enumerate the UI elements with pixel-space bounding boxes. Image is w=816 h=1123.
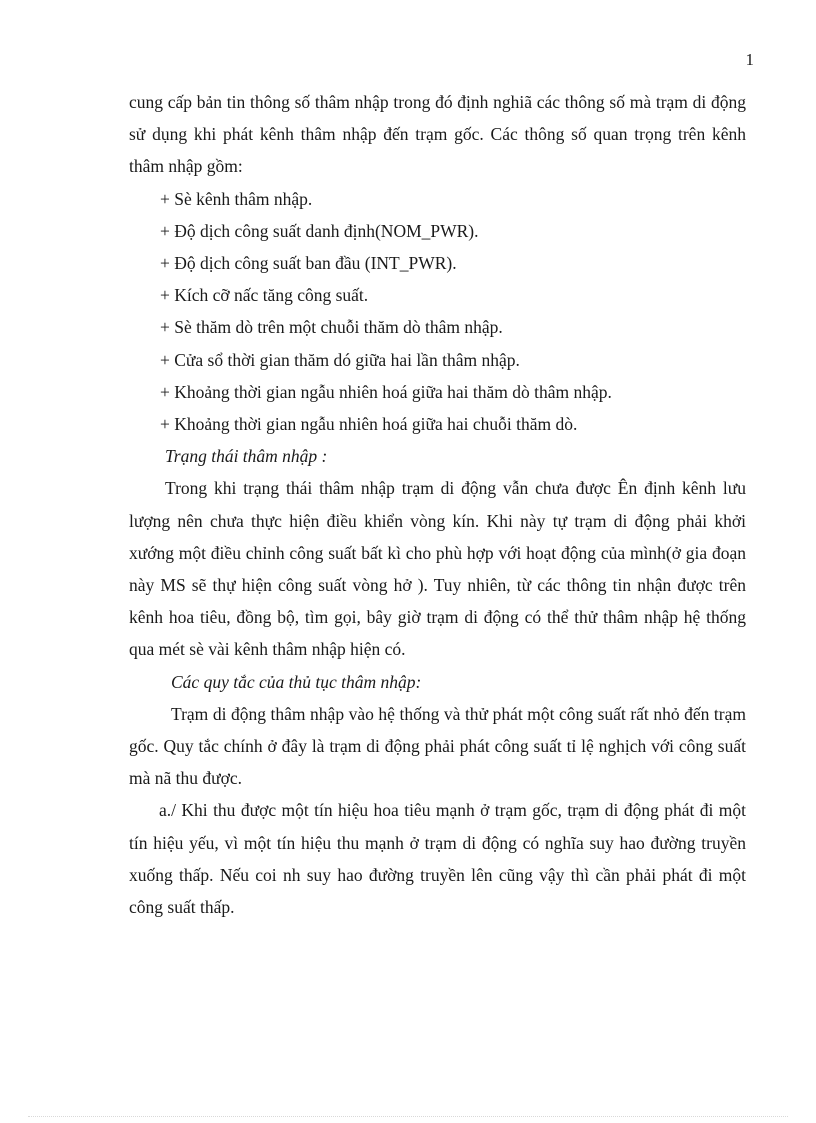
list-item: + Sè thăm dò trên một chuỗi thăm dò thâm nhập.	[160, 317, 503, 338]
list-item: + Độ dịch công suất danh định(NOM_PWR).	[160, 220, 479, 241]
list-item: + Khoảng thời gian ngẫu nhiên hoá giữa hai thăm dò thâm nhập.	[160, 381, 612, 402]
list-item: + Cửa sổ thời gian thăm dó giữa hai lần thâm nhập.	[160, 349, 520, 370]
parameter-list	[129, 183, 746, 441]
section-heading-access-state: Trạng thái thâm nhập :	[165, 446, 328, 467]
page-number: 1	[745, 50, 754, 69]
intro-paragraph: cung cấp bản tin thông số thâm nhập trong đó định nghiã các thông số mà trạm di động sử dụng khi phát kênh thâm nhập đến trạm gốc. Các thông số quan trọng trên kênh thâm nhập gồm:	[129, 92, 746, 177]
list-item: + Khoảng thời gian ngẫu nhiên hoá giữa hai chuỗi thăm dò.	[160, 414, 578, 435]
paragraph-access-rules: Trạm di động thâm nhập vào hệ thống và thử phát một công suất rất nhỏ đến trạm gốc. Quy tắc chính ở đây là trạm di động phải phát công suất tỉ lệ nghịch với công suất mà nã thu được.	[129, 703, 746, 789]
list-item: + Kích cỡ nấc tăng công suất.	[160, 285, 369, 306]
document-body	[129, 86, 746, 923]
list-item: + Sè kênh thâm nhập.	[160, 188, 313, 209]
section-heading-access-rules: Các quy tắc của thủ tục thâm nhập:	[171, 671, 422, 692]
paragraph-rule-a: a./ Khi thu được một tín hiệu hoa tiêu mạnh ở trạm gốc, trạm di động phát đi một tín hiệu yếu, vì một tín hiệu thu mạnh ở trạm di động có nghĩa suy hao đường truyền xuống thấp. Nếu coi nh suy hao đường truyền lên cũng vậy thì cần phải phát đi một công suất thấp.	[129, 800, 746, 918]
paragraph-access-state: Trong khi trạng thái thâm nhập trạm di động vẫn chưa được Ên định kênh lưu lượng nên chưa thực hiện điều khiển vòng kín. Khi này tự trạm di động phải khởi xướng một điều chỉnh công suất bất kì cho phù hợp với hoạt động của mình(ở gia đoạn này MS sẽ thự hiện công suất vòng hở ). Tuy nhiên, từ các thông tin nhận được trên kênh hoa tiêu, đồng bộ, tìm gọi, bây giờ trạm di động có thể thử thâm nhập hệ thống qua mét sè vài kênh thâm nhập hiện có.	[129, 478, 746, 660]
footer-divider	[28, 1116, 788, 1117]
list-item: + Độ dịch công suất ban đầu (INT_PWR).	[160, 253, 457, 274]
